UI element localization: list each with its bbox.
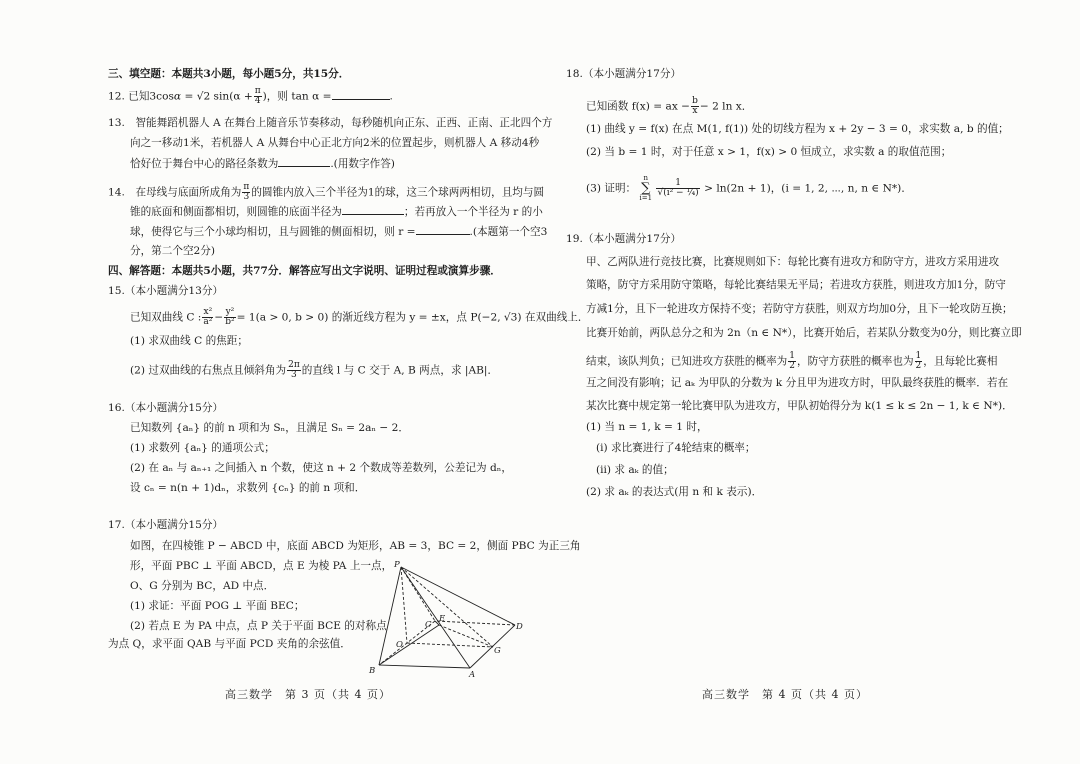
question-15-head: 15.（本小题满分13分）: [108, 285, 224, 297]
question-15-line1: 已知双曲线 C : $\frac{\text{x²}}{\text{a²}}$ − $\frac{\text{y²}}{\text{b²}}$ = 1(a > 0, b > 0) 的渐近线方程为 y = ±x，点 P(−2, √3) 在双曲线上．: [130, 307, 589, 327]
question-19-line2: 策略，防守方采用防守策略，每轮比赛结果无平局；若进攻方获胜，则进攻方加1分，防守: [586, 279, 1006, 291]
label-O: O: [396, 640, 403, 650]
question-16-line1: 已知数列 {aₙ} 的前 n 项和为 Sₙ，且满足 Sₙ = 2aₙ − 2．: [130, 422, 410, 434]
question-18-part3: (3) 证明： n ∑ i=1 $\frac{1}{\text{√(i² − ¼)}}$ > ln(2n + 1)，(i = 1, 2, ⋯, n, n ∈ N*)．: [586, 174, 912, 202]
question-18-part2: (2) 当 b = 1 时，对于任意 x > 1，f(x) > 0 恒成立，求实数 a 的取值范围；: [586, 146, 952, 158]
pi-over-3: $\frac{\pi}{3}$: [243, 182, 250, 202]
question-19-part1-i: (i) 求比赛进行了4轮结束的概率；: [596, 442, 756, 454]
segment-BE: [379, 625, 439, 665]
question-16-head: 16.（本小题满分15分）: [108, 402, 224, 414]
edge-DC: [435, 621, 515, 625]
question-17-line1: 如图，在四棱锥 P − ABCD 中，底面 ABCD 为矩形，AB = 3，BC = 2，侧面 PBC 为正三角: [130, 540, 581, 552]
question-13-line1: 13. 智能舞蹈机器人 A 在舞台上随音乐节奏移动，每秒随机向正东、正西、正南、正北四个方: [108, 117, 553, 129]
label-B: B: [369, 666, 376, 676]
answer-blank: [332, 89, 390, 100]
question-14-line4: 分，第二个空2分): [130, 245, 216, 257]
answer-blank: [342, 204, 404, 215]
segment-EG: [439, 625, 493, 647]
answer-blank: [416, 224, 470, 235]
question-16-part2a: (2) 在 aₙ 与 aₙ₊₁ 之间插入 n 个数，使这 n + 2 个数成等差数列，公差记为 dₙ，: [130, 462, 512, 474]
pyramid-figure: [365, 555, 525, 680]
question-19-head: 19.（本小题满分17分）: [566, 233, 682, 245]
question-17-line3: O、G 分别为 BC，AD 中点．: [130, 580, 275, 592]
question-14-line3: 球，使得它与三个小球均相切，且与圆锥的侧面相切，则 r = .(本题第一个空3: [130, 226, 548, 238]
label-C: C: [425, 620, 432, 630]
question-14-line2: 锥的底面和侧面都相切，则圆锥的底面半径为 ；若再放入一个半径为 r 的小: [130, 206, 543, 218]
question-18-head: 18.（本小题满分17分）: [566, 68, 682, 80]
question-15-part1: (1) 求双曲线 C 的焦距；: [130, 335, 248, 347]
question-16-part1: (1) 求数列 {aₙ} 的通项公式；: [130, 442, 275, 454]
label-A: A: [469, 670, 476, 680]
page-3-footer: 高三数学 第 3 页（共 4 页）: [225, 688, 391, 701]
question-17-part2a: (2) 若点 E 为 PA 中点，点 P 关于平面 BCE 的对称点: [130, 620, 387, 632]
answer-blank: [278, 156, 330, 167]
question-19-line1: 甲、乙两队进行竞技比赛，比赛规则如下：每轮比赛有进攻方和防守方，进攻方采用进攻: [586, 256, 1000, 268]
question-14-line1: 14. 在母线与底面所成角为 $\frac{\pi}{3}$ 的圆锥内放入三个半径为1的球，这三个球两两相切，且均与圆: [108, 182, 545, 202]
question-13-line2: 向之一移动1米，若机器人 A 从舞台中心正北方向2米的位置起步，则机器人 A 移动4秒: [130, 137, 540, 149]
edge-BA: [379, 665, 470, 668]
question-19-line4: 比赛开始前，两队总分之和为 2n（n ∈ N*），比赛开始后，若某队分数变为0分，则比赛立即: [586, 327, 1022, 339]
pi-over-4: $\frac{\pi}{4}$: [254, 86, 261, 106]
question-12: 12. 已知3cosα = √2 sin(α + $\frac{\pi}{4}$ )，则 tan α = .: [108, 86, 393, 106]
segment-PO: [401, 567, 407, 643]
question-19-part1: (1) 当 n = 1, k = 1 时，: [586, 421, 708, 433]
question-17-part2b: 为点 Q，求平面 QAB 与平面 PCD 夹角的余弦值．: [108, 638, 351, 650]
page-4-footer: 高三数学 第 4 页（共 4 页）: [702, 688, 868, 701]
question-19-part2: (2) 求 aₖ 的表达式(用 n 和 k 表示)．: [586, 486, 763, 498]
label-G: G: [494, 646, 501, 656]
question-19-line6: 互之间没有影响；记 aₖ 为甲队的分数为 k 分且甲为进攻方时，甲队最终获胜的概率．若在: [586, 377, 1009, 389]
question-18-part1: (1) 曲线 y = f(x) 在点 M(1, f(1)) 处的切线方程为 x + 2y − 3 = 0，求实数 a, b 的值；: [586, 123, 1009, 135]
question-16-part2b: 设 cₙ = n(n + 1)dₙ，求数列 {cₙ} 的前 n 项和．: [130, 482, 366, 494]
summation: n ∑ i=1: [639, 174, 653, 202]
question-17-part1: (1) 求证：平面 POG ⊥ 平面 BEC；: [130, 600, 305, 612]
segment-OG: [407, 643, 493, 647]
label-D: D: [516, 622, 523, 632]
question-18-line1: 已知函数 f(x) = ax − $\frac{b}{x}$ − 2 ln x．: [586, 96, 753, 116]
question-19-line7: 某次比赛中规定第一轮比赛甲队为进攻方，甲队初始得分为 k(1 ≤ k ≤ 2n − 1, k ∈ N*)．: [586, 400, 1013, 412]
question-17-line2: 形，平面 PBC ⊥ 平面 ABCD，点 E 为棱 PA 上一点，: [130, 560, 393, 572]
question-15-part2: (2) 过双曲线的右焦点且倾斜角为 $\frac{2\pi}{3}$ 的直线 l 与 C 交于 A, B 两点，求 |AB|．: [130, 360, 499, 380]
question-13-line3: 恰好位于舞台中心的路径条数为 .(用数字作答): [130, 158, 395, 170]
section4-title: 四、解答题：本题共5小题，共77分．解答应写出文字说明、证明过程或演算步骤．: [108, 265, 501, 277]
label-E: E: [439, 614, 446, 624]
question-19-part1-ii: (ii) 求 aₖ 的值；: [596, 464, 674, 476]
label-P: P: [394, 560, 400, 570]
question-17-head: 17.（本小题满分15分）: [108, 519, 224, 531]
question-19-line3: 方减1分，且下一轮进攻方保持不变；若防守方获胜，则双方均加0分，且下一轮攻防互换；: [586, 303, 1013, 315]
question-19-line5: 结束，该队判负；已知进攻方获胜的概率为 $\frac{1}{2}$ ，防守方获胜的概率也为 $\frac{1}{2}$ ，且每轮比赛相: [586, 351, 998, 371]
section3-title: 三、填空题：本题共3小题，每小题5分，共15分．: [108, 68, 350, 80]
